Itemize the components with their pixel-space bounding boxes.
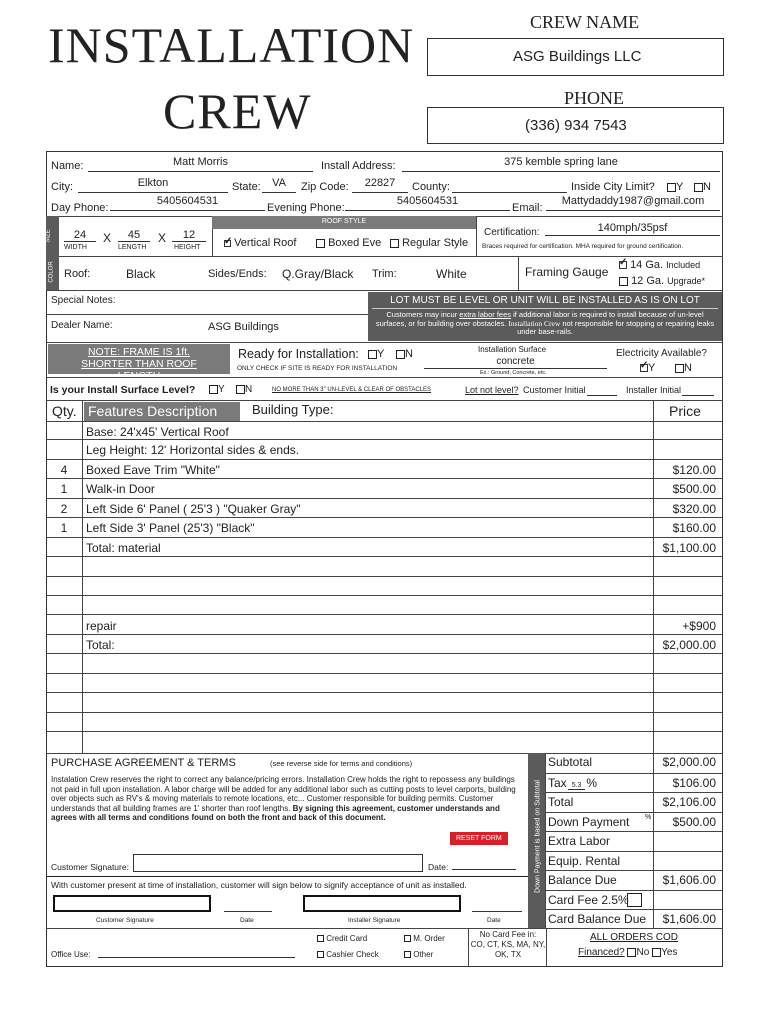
total-value[interactable]: $2,106.00 <box>662 795 716 809</box>
lot-level-text-part: not responsible for stopping or repairing leaks under base-rails. <box>517 318 715 336</box>
down-payment-label: Down Payment <box>548 814 630 829</box>
inside-city-y[interactable] <box>667 181 683 193</box>
level-y-label: Y <box>218 384 225 395</box>
inside-city-label: Inside City Limit? <box>571 181 655 193</box>
table-row <box>46 440 722 459</box>
cashier-check-option[interactable] <box>317 950 379 959</box>
table-row <box>46 674 722 693</box>
installer-initial-label: Installer Initial <box>626 385 682 395</box>
date-caption: Date <box>487 917 501 924</box>
date-field[interactable] <box>452 856 516 870</box>
level-n[interactable] <box>236 384 252 395</box>
installer-signature-caption: Installer Signature <box>348 917 401 924</box>
city-field[interactable]: Elkton <box>78 177 228 193</box>
ready-note: ONLY CHECK IF SITE IS READY FOR INSTALLATION <box>237 365 398 372</box>
office-use-field[interactable] <box>98 946 295 958</box>
table-row <box>46 693 722 712</box>
gauge-label: Framing Gauge <box>525 265 609 279</box>
balance-due-row <box>545 870 722 890</box>
day-phone-field[interactable]: 5405604531 <box>110 195 265 211</box>
description-cell[interactable]: Leg Height: 12' Horizontal sides & ends. <box>86 443 300 458</box>
level-note: NO MORE THAN 3" UN-LEVEL & CLEAR OF OBSTACLES <box>272 387 432 393</box>
zip-label: Zip Code: <box>301 181 349 193</box>
other-option[interactable] <box>404 950 433 959</box>
date-caption: Date <box>240 917 254 924</box>
state-label: State: <box>232 181 261 193</box>
gauge-14-checkbox[interactable] <box>619 261 627 269</box>
no-card-fee-states: CO, CT, KS, MA, NY, OK, TX <box>470 940 546 959</box>
money-order-option[interactable] <box>404 934 445 943</box>
regular-style-label: Regular Style <box>402 237 469 249</box>
agreement-title: PURCHASE AGREEMENT & TERMS <box>51 757 236 769</box>
other-checkbox[interactable] <box>404 951 411 958</box>
credit-card-option[interactable] <box>317 934 367 943</box>
regular-style-checkbox[interactable] <box>390 239 399 248</box>
down-payment-note: Down Payment is based on Subtotal <box>534 780 542 893</box>
description-cell[interactable]: Base: 24'x45' Vertical Roof <box>86 425 229 439</box>
x-sep-1: X <box>103 231 112 245</box>
name-label: Name: <box>51 160 84 172</box>
size-sidebar <box>46 216 59 256</box>
financed-no-label: No <box>636 947 650 958</box>
tax-label-group <box>548 776 597 790</box>
width-caption: WIDTH <box>64 244 87 251</box>
roof-style-regular[interactable] <box>390 237 468 249</box>
level-n-checkbox[interactable] <box>236 385 245 394</box>
divider <box>518 256 519 290</box>
dealer-field[interactable]: ASG Buildings <box>208 321 279 333</box>
not-level-label: Lot not level? <box>465 385 519 395</box>
no-card-fee-note <box>470 930 546 960</box>
table-row <box>46 421 722 440</box>
lot-level-text-fees: extra labor fees <box>459 310 511 319</box>
credit-card-label: Credit Card <box>326 934 368 943</box>
qty-cell[interactable]: 2 <box>60 501 68 516</box>
sides-label: Sides/Ends: <box>208 268 267 280</box>
inside-city-y-label: Y <box>676 181 684 193</box>
building-type-label: Building Type: <box>252 402 334 417</box>
phone-label: PHONE <box>564 88 625 108</box>
table-row <box>46 577 722 596</box>
extra-labor-label: Extra Labor <box>548 834 611 848</box>
trim-field[interactable]: White <box>436 267 467 281</box>
elec-n[interactable] <box>675 362 692 374</box>
customer-signature-box[interactable] <box>53 895 211 912</box>
price-cell[interactable]: $120.00 <box>672 462 716 477</box>
vertical-roof-checkbox[interactable] <box>224 240 231 247</box>
all-orders-cod: ALL ORDERS COD <box>590 932 678 943</box>
ready-n-checkbox[interactable] <box>396 350 405 359</box>
certification-label: Certification: <box>484 227 540 238</box>
financed-row <box>578 947 677 958</box>
color-sidebar <box>46 256 59 290</box>
elec-y[interactable] <box>640 362 655 374</box>
elec-y-label: Y <box>648 362 656 374</box>
ready-n-label: N <box>405 348 413 360</box>
surface-hint: Ex.: Ground, Concrete, etc. <box>480 370 547 376</box>
name-field[interactable]: Matt Morris <box>88 156 313 172</box>
divider <box>46 314 368 315</box>
divider <box>653 400 654 753</box>
price-cell[interactable]: $2,000.00 <box>662 637 716 652</box>
gauge-12-checkbox[interactable] <box>619 277 628 286</box>
total-label: Total <box>548 795 574 809</box>
crew-name-label: CREW NAME <box>530 12 640 32</box>
price-cell[interactable]: $500.00 <box>672 482 716 497</box>
boxed-eve-label: Boxed Eve <box>328 237 382 249</box>
gauge-14-label: 14 Ga. <box>630 259 664 271</box>
length-caption: LENGTH <box>118 244 147 251</box>
divider <box>46 400 723 401</box>
financed-label: Financed? <box>578 947 625 958</box>
subtotal-row <box>545 753 722 773</box>
office-use-label: Office Use: <box>51 950 91 959</box>
roof-style-header: ROOF STYLE <box>212 216 476 229</box>
subtotal-value[interactable]: $2,000.00 <box>662 755 716 769</box>
agreement-body <box>51 775 523 823</box>
table-row <box>46 518 722 537</box>
gauge-12-label: 12 Ga. <box>631 275 665 287</box>
divider <box>46 928 723 929</box>
qty-header: Qty. <box>52 403 77 419</box>
installer-signature-box[interactable] <box>303 895 461 912</box>
roof-style-vertical[interactable] <box>224 237 296 249</box>
certification-field[interactable]: 140mph/35psf <box>545 222 720 236</box>
roof-style-boxed[interactable] <box>316 237 381 249</box>
lot-level-header: LOT MUST BE LEVEL OR UNIT WILL BE INSTALLED AS IS ON LOT <box>372 295 718 309</box>
date-label: Date: <box>428 862 449 872</box>
day-phone-label: Day Phone: <box>51 202 109 214</box>
divider <box>82 400 83 753</box>
crew-name-field[interactable]: ASG Buildings LLC <box>427 38 724 76</box>
table-row <box>46 713 722 732</box>
table-row <box>46 596 722 615</box>
tax-pct: % <box>586 775 598 790</box>
ready-n[interactable] <box>396 348 413 360</box>
evening-phone-label: Evening Phone: <box>267 202 345 214</box>
table-row <box>46 654 722 673</box>
description-cell[interactable]: Total: <box>86 637 115 652</box>
extra-labor-row <box>545 831 722 851</box>
table-row <box>46 616 722 635</box>
agreement-body-text: Instalation Crew reserves the right to correct any balance/pricing errors. Installation Crew holds the right to repossess any buildings not paid in full upon installation. A labor charge will be added for any additional labor such as cutting posts to level carports, building over objects such as RV's & moving materials to remote locations, etc... Customer responsible for building permits. Customer understands that all building frames are 1' shorter than roof lengths. <box>51 775 516 813</box>
elec-y-checkbox[interactable] <box>640 364 648 372</box>
city-label: City: <box>51 181 73 193</box>
gauge-14[interactable] <box>619 259 700 271</box>
customer-signature-caption: Customer Signature <box>96 917 154 924</box>
inside-city-n[interactable] <box>694 181 711 193</box>
price-header: Price <box>669 403 701 419</box>
card-fee-label: Card Fee 2.5% <box>548 892 629 907</box>
total-row <box>545 792 722 812</box>
table-row <box>46 635 722 654</box>
frame-note: NOTE: FRAME IS 1ft. SHORTER THAN ROOF LENGTH <box>48 344 230 374</box>
card-balance-label: Card Balance Due <box>548 912 647 926</box>
gauge-12-note: Upgrade* <box>667 276 706 286</box>
roof-color-field[interactable]: Black <box>126 267 156 281</box>
divider <box>476 216 477 256</box>
surface-label: Installation Surface <box>478 345 547 354</box>
title-line2: CREW <box>163 83 312 139</box>
county-label: County: <box>412 181 450 193</box>
customer-signature-label: Customer Signature: <box>51 862 129 872</box>
elec-n-label: N <box>684 362 692 374</box>
money-order-checkbox[interactable] <box>404 935 411 942</box>
address-label: Install Address: <box>321 160 396 172</box>
description-cell[interactable]: Boxed Eave Trim "White" <box>86 462 220 477</box>
price-cell[interactable]: +$900 <box>682 618 716 633</box>
elec-n-checkbox[interactable] <box>675 364 684 373</box>
evening-phone-field[interactable]: 5405604531 <box>345 195 510 211</box>
qty-cell[interactable]: 4 <box>60 462 68 477</box>
card-fee-row <box>545 890 722 910</box>
reset-form-button[interactable]: RESET FORM <box>450 832 508 845</box>
see-reverse: (see reverse side for terms and conditions) <box>270 759 413 768</box>
down-pct: % <box>645 813 652 821</box>
description-cell[interactable]: Left Side 3' Panel (25'3) "Black" <box>86 521 255 536</box>
customer-initial-field[interactable] <box>587 385 617 396</box>
installer-initial-field[interactable] <box>682 385 714 396</box>
description-cell[interactable]: Walk-in Door <box>86 482 155 497</box>
table-row <box>46 557 722 576</box>
cashier-check-label: Cashier Check <box>326 950 379 959</box>
down-payment-row <box>545 812 722 832</box>
width-field[interactable]: 24 <box>64 229 96 242</box>
phone-field[interactable]: (336) 934 7543 <box>427 107 724 144</box>
lot-level-box <box>368 292 722 341</box>
financed-yes-checkbox[interactable] <box>652 948 661 957</box>
trim-label: Trim: <box>372 268 397 280</box>
lot-level-text-crew: Installation Crew <box>508 318 561 328</box>
dealer-label: Dealer Name: <box>51 320 113 331</box>
ready-y-checkbox[interactable] <box>368 350 377 359</box>
price-cell[interactable]: $1,100.00 <box>662 540 716 555</box>
table-row <box>46 479 722 498</box>
color-side-label: COLOR <box>48 261 55 283</box>
level-y-checkbox[interactable] <box>209 385 218 394</box>
features-desc-header: Features Description <box>84 402 240 421</box>
ready-y[interactable] <box>368 348 384 360</box>
state-field[interactable]: VA <box>262 177 296 193</box>
card-balance-value[interactable]: $1,606.00 <box>662 912 716 926</box>
credit-card-checkbox[interactable] <box>317 935 324 942</box>
balance-due-label: Balance Due <box>548 873 617 887</box>
subtotal-label: Subtotal <box>548 755 593 769</box>
table-row <box>46 460 722 479</box>
ready-label: Ready for Installation: <box>238 347 359 361</box>
tax-row <box>545 773 722 793</box>
sides-field[interactable]: Q.Gray/Black <box>282 267 354 281</box>
county-field[interactable] <box>452 177 567 193</box>
divider <box>546 928 547 967</box>
balance-due-value[interactable]: $1,606.00 <box>662 873 716 887</box>
level-n-label: N <box>245 384 253 395</box>
height-field[interactable]: 12 <box>172 229 206 242</box>
down-payment-strip <box>528 753 545 928</box>
level-y[interactable] <box>209 384 225 395</box>
qty-cell[interactable]: 1 <box>60 521 68 536</box>
electricity-label: Electricity Available? <box>616 348 707 359</box>
agreement-body-bold: By signing this agreement, customer understands and agrees with all terms and conditions found on both the front and back of this document. <box>51 803 500 822</box>
money-order-label: M. Order <box>413 934 445 943</box>
length-field[interactable]: 45 <box>118 229 150 242</box>
no-card-fee-label: No Card Fee in: <box>479 930 537 939</box>
divider <box>46 342 723 343</box>
inside-city-n-checkbox[interactable] <box>694 183 703 192</box>
address-field[interactable]: 375 kemble spring lane <box>402 156 720 172</box>
lot-level-text-part: Customers may incur <box>386 310 460 319</box>
description-cell[interactable]: repair <box>86 618 117 633</box>
tax-value[interactable]: $106.00 <box>672 775 716 790</box>
price-cell[interactable]: $160.00 <box>672 521 716 536</box>
lot-level-text <box>372 311 718 337</box>
cashier-check-checkbox[interactable] <box>317 951 324 958</box>
description-cell[interactable]: Left Side 6' Panel ( 25'3 ) "Quaker Gray" <box>86 501 301 516</box>
table-row <box>46 499 722 518</box>
financed-yes-label: Yes <box>661 947 678 958</box>
description-cell[interactable]: Total: material <box>86 540 161 555</box>
level-label: Is your Install Surface Level? <box>50 384 196 396</box>
table-row <box>46 538 722 557</box>
email-field[interactable]: Mattydaddy1987@gmail.com <box>546 195 720 211</box>
customer-date-box[interactable] <box>224 897 272 912</box>
inside-city-y-checkbox[interactable] <box>667 183 676 192</box>
ready-y-label: Y <box>377 348 385 360</box>
down-payment-value[interactable]: $500.00 <box>672 814 716 829</box>
title-line1: INSTALLATION <box>48 17 415 73</box>
other-label: Other <box>413 950 434 959</box>
email-label: Email: <box>512 202 543 214</box>
x-sep-2: X <box>158 231 167 245</box>
installer-date-box[interactable] <box>472 897 522 912</box>
customer-initial-label: Customer Initial <box>523 385 586 395</box>
special-notes-label: Special Notes: <box>51 295 116 306</box>
customer-signature-field[interactable] <box>133 854 423 872</box>
lot-level-text-part: if additional labor is required to install because of un-level surfaces, or for building over obstacles. <box>375 310 704 328</box>
price-cell[interactable]: $320.00 <box>672 501 716 516</box>
boxed-eve-checkbox[interactable] <box>316 239 325 248</box>
tax-rate-field[interactable]: 5.3 <box>568 782 586 790</box>
divider <box>46 290 723 291</box>
certification-note: Braces required for certification. MHA required for ground certification. <box>482 243 684 250</box>
size-side-label: SIZE <box>45 229 52 243</box>
divider <box>46 876 528 877</box>
surface-field[interactable]: concrete <box>424 356 607 369</box>
height-caption: HEIGHT <box>174 244 201 251</box>
roof-color-label: Roof: <box>64 268 91 280</box>
equip-rental-label: Equip. Rental <box>548 853 621 868</box>
gauge-14-note: Included <box>666 260 701 270</box>
vertical-roof-label: Vertical Roof <box>234 237 297 249</box>
inside-city-n-label: N <box>703 181 711 193</box>
divider <box>46 377 723 378</box>
divider <box>468 928 469 967</box>
presence-text: With customer present at time of installation, customer will sign below to signify acceptance of unit as installed. <box>51 880 467 890</box>
tax-label: Tax <box>548 775 567 790</box>
equip-rental-row <box>545 851 722 871</box>
card-balance-row <box>545 909 722 929</box>
card-fee-checkbox[interactable] <box>627 893 642 907</box>
qty-cell[interactable]: 1 <box>60 482 68 497</box>
gauge-12[interactable] <box>619 275 705 287</box>
zip-field[interactable]: 22827 <box>352 177 408 193</box>
